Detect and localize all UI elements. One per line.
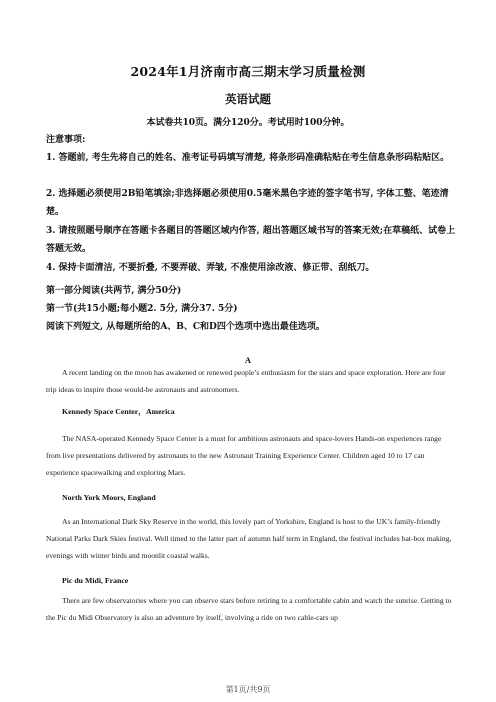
notice-item-4: 4. 保持卡面清洁, 不要折叠, 不要弄破、弄皱, 不准使用涂改液、修正带、刮纸刀。 (46, 263, 375, 273)
section-one-heading: 第一节(共15小题;每小题2. 5分, 满分37. 5分) (46, 304, 238, 314)
place-heading-kennedy: Kennedy Space Center，America (62, 407, 175, 416)
passage-letter: A (244, 355, 252, 365)
page-footer: 第1页/共9页 (225, 685, 271, 694)
reading-instruction: 阅读下列短文, 从每题所给的A、B、C和D四个选项中选出最佳选项。 (46, 322, 325, 332)
passage-intro: A recent landing on the moon has awakened or renewed people’s enthusiasm for the stars and space exploration. Here are four trip ideas to inspire those would-be astronauts and astronomers. (46, 368, 446, 394)
place-heading-north-york: North York Moors, England (62, 493, 156, 502)
notice-item-1: 1. 答题前, 考生先将自己的姓名、准考证号码填写清楚, 将条形码准确粘贴在考生信息条形码粘贴区。 (46, 153, 450, 163)
place-text-kennedy: The NASA-operated Kennedy Space Center is a must for ambitious astronauts and space-lovers Hands-on experiences range from live presentations delivered by astronauts to the new Astronaut Training Experience Center. Children aged 10 to 17 can experience spacewalking and exploring Mars. (46, 434, 442, 477)
notice-heading: 注意事项: (46, 135, 86, 145)
notice-item-3: 3. 请按照题号顺序在答题卡各题目的答题区域内作答, 超出答题区域书写的答案无效;在草稿纸、试卷上答题无效。 (46, 226, 456, 254)
notice-item-2: 2. 选择题必须使用2B铅笔填涂;非选择题必须使用0.5毫米黑色字迹的签字笔书写, 字体工整、笔迹清楚。 (46, 189, 449, 217)
subject-title: 英语试题 (225, 92, 271, 106)
place-text-pic-du-midi: There are few observatories where you can observe stars before retiring to a comfortable cabin and watch the sunrise. Getting to the Pic du Midi Observatory is also an adventure by itself, involving a ride on two cable-cars up (46, 596, 452, 622)
place-heading-pic-du-midi: Pic du Midi, France (62, 576, 129, 585)
place-text-north-york: As an International Dark Sky Reserve in the world, this lovely part of Yorkshire, England is host to the UK’s family-friendly National Parks Dark Skies festival. Well timed to the latter part of autumn half term in England, the festival includes bat-box making, evenings with winter birds and moonlit coastal walks. (46, 517, 452, 560)
exam-info: 本试卷共10页。满分120分。考试用时100分钟。 (146, 118, 350, 128)
part-one-heading: 第一部分阅读(共两节, 满分50分) (46, 286, 182, 296)
exam-title: 2024年1月济南市高三期末学习质量检测 (130, 64, 366, 79)
